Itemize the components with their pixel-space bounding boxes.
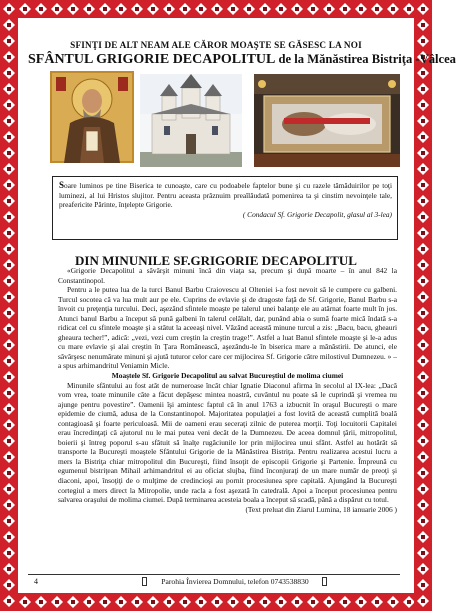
page-title-location: de la Mănăstirea Bistriţa -Vâlcea xyxy=(275,52,456,66)
decorative-border-bottom xyxy=(0,593,432,611)
troparion-quote-box xyxy=(52,176,398,240)
saint-icon-image xyxy=(50,71,134,163)
section-heading: SFINŢI DE ALT NEAM ALE CĂROR MOAŞTE SE GĂSESC LA NOI xyxy=(70,40,362,50)
article-source: (Text preluat din Ziarul Lumina, 18 ianuarie 2006 ) xyxy=(245,504,397,514)
footer-parish-contact: Parohia Învierea Domnului, telefon 0743538830 xyxy=(161,577,309,586)
quote-attribution: ( Condacul Sf. Grigorie Decapolit, glasul al 3-lea) xyxy=(242,209,392,219)
decorative-border-top xyxy=(0,0,432,18)
footer-bracket-left xyxy=(142,577,147,586)
quote-text: oare luminos pe tine Biserica te cunoaşte, care cu podoabele faptelor bune şi cu razele tămăduirilor pe toţi luminezi, al lui Hristos slujitor. Pentru aceasta prăznuim preaîlăudată pomenirea ta şi cinstim nevoinţele tale, preafericite Părinte, înţelepte Grigorie. xyxy=(59,181,392,210)
monastery-church-image xyxy=(140,74,242,167)
article-paragraph: «Grigorie Decapolitul a săvârşit minuni încă din viaţa sa, precum şi după moarte – în anul 842 la Constantinopol. xyxy=(58,266,397,285)
decorative-border-left xyxy=(0,0,18,611)
quote-dropcap: S xyxy=(59,180,65,190)
article-body xyxy=(58,266,397,514)
footer-divider xyxy=(28,574,400,575)
page-title-saint: SFÂNTUL GRIGORIE DECAPOLITUL xyxy=(28,52,276,67)
footer-bracket-right xyxy=(322,577,327,586)
article-paragraph: Minunile sfântului au fost atât de numeroase încât chiar Ignatie Diaconul afirma în secolul al IX-lea: „Dacă vom vrea, toate minunile câte a făcut depăşesc mintea noastră, cuvântul nu poate să le cuprindă şi vremea nu ajunge pentru povestire”. Oamenii îşi amintesc faptul că în anul 1763 a izbucnit în oraşul Bucureşti o mare epidemie de ciumă, adusa de la Constantinopol. Majoritatea populaţiei a fost lovită de această cumplită boală contagioasă şi foarte periculoasă. Mii de oameni erau seceraţi zilnic de puterea morţii. Toţi locuitorii Capitalei erau încredinţaţi că ajutorul nu le mai putea veni decât de la Dumnezeu. De aceea domnul ţării, mitropolitul, boierii şi întreg poporul s-au sfătuit să înalţe rugăciunile lor prin mijlocirea unui sfânt. Astfel au hotărât să transporte la Bucureşti moaştele Sfântului Grigorie de la Mănăstirea Bistriţa. Pentru realizarea acestui lucru a mers la Bistriţa chiar mitropolitul din Bucureşti, fiind însoţit de episcopii Grigorie şi Partenie. Împreună cu egumenul bistriţean Mihail arhimandritul ei au oficiat slujba, fiind înconjuraţi de un mare număr de preoţi şi diaconi, apoi, însoţiţi de o mulţime de credincioşi au pornit procesiunea spre capitală. Ajungând la Bucureşti cortegiul a mers direct la Mitropolie, unde racla a fost aşezată în catedrală. Apoi a început procesiunea pentru salvarea oraşului de molima ciumei. După terminarea acesteia boala a început să scadă, până a dispărut cu totul. xyxy=(58,380,397,505)
article-paragraph: Pentru a le putea lua de la turci Banul Barbu Craiovescu al Olteniei i-a fost nevoit să le cumpere cu galbeni. Turcul socotea că va lua mult aur pe ele. Cuprins de evlavie şi de dragoste faţă de Sf. Grigorie, Banul Barbu s-a învoit cu preţenţia turcului. Deci, aşezând sfintele moaşte pe talerul unei balanţe ele au atârnat foarte mult în jos. Atunci banul Barbu a început să pună galbeni în talerul celălalt, dar, punând abia o sumă foarte mică îndată s-a ridicat cel cu sfintele moaşte şi a stătut la aceeaşi nivel. Văzând această minune turcul a zis: „Bacu, bacu, gheauri gheaura techer!”, adică: „vezi, vezi cum creştin la creştin trage!”. Astfel a luat Banul sfintele moaşte şi le-a adus cu mare evlavie şi alai creştin în Ţara Românească, aşezându-le în biserica mare a mănăstirii. De atunci, ele săvârşesc nenumărate minuni şi ajută tuturor celor care cer mijlocirea Sf. Grigorie către milostivul Dumnezeu. » – a spus arhimandritul Veniamin Micle. xyxy=(58,285,397,371)
decorative-border-right xyxy=(414,0,432,611)
page-title xyxy=(28,52,456,68)
article-title: DIN MINUNILE SF.GRIGORIE DECAPOLITUL xyxy=(75,253,357,268)
page-number: 4 xyxy=(34,577,38,586)
article-subtitle: Moaştele Sf. Grigorie Decapolitul au salvat Bucureştiul de molima ciumei xyxy=(111,371,344,381)
holy-relics-image xyxy=(254,74,400,167)
